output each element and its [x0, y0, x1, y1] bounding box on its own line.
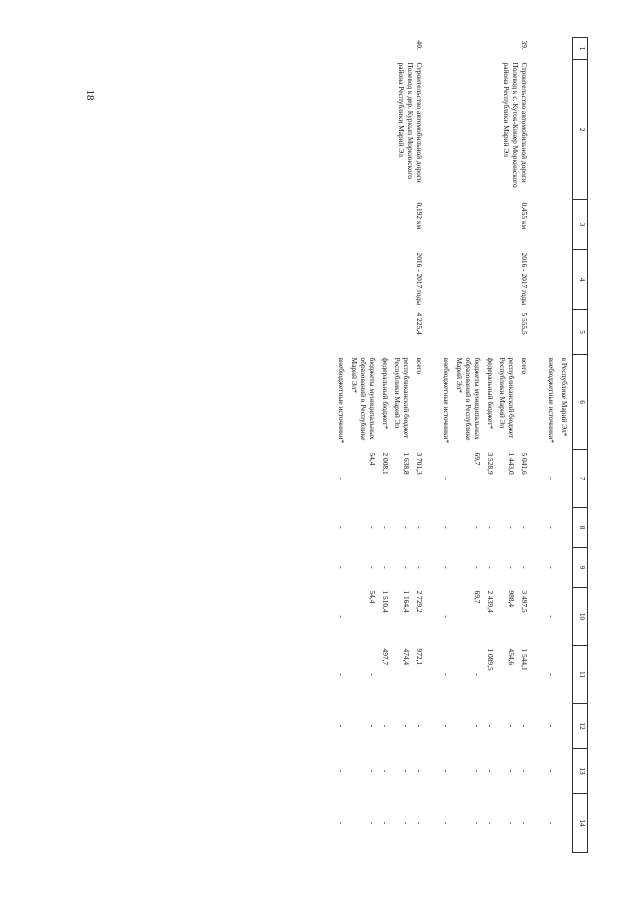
- funding-source: внебюджетные источники*: [337, 357, 347, 444]
- value-cell: -: [415, 526, 425, 529]
- construction-period: 2016 - 2017 годы: [520, 252, 530, 306]
- entry-number: 39.: [520, 40, 530, 50]
- value-cell: -: [547, 477, 557, 480]
- value-cell: -: [507, 566, 517, 569]
- value-cell: -: [402, 769, 412, 773]
- value-cell: -: [472, 673, 482, 676]
- value-cell: -: [520, 724, 530, 728]
- estimated-cost: 5 555,5: [520, 312, 530, 335]
- value-cell: -: [442, 615, 452, 618]
- value-cell: -: [415, 769, 425, 773]
- value-cell: [557, 450, 572, 508]
- value-cell: -: [402, 821, 412, 825]
- value-cell: 1 443,0: [507, 452, 517, 475]
- value-cell: -: [507, 769, 517, 773]
- column-number: 12: [573, 704, 588, 749]
- value-cell: -: [507, 526, 517, 529]
- value-cell: -: [402, 526, 412, 529]
- value-cell: 1 164,4: [402, 590, 412, 613]
- value-cell: 1 089,5: [485, 648, 495, 671]
- value-cell: -: [337, 821, 347, 825]
- value-cell: -: [442, 769, 452, 773]
- continuation-row: [557, 38, 572, 853]
- column-number: 6: [573, 355, 588, 450]
- construction-period: 2016 - 2017 годы: [415, 252, 425, 306]
- funding-source: федеральный бюджет*: [380, 357, 390, 430]
- value-cell: -: [337, 477, 347, 480]
- value-cell: -: [547, 615, 557, 618]
- object-length: 0,192 км: [415, 202, 425, 230]
- value-cell: -: [337, 615, 347, 618]
- value-cell: 972,1: [415, 648, 425, 666]
- value-cell: [557, 646, 572, 704]
- value-cell: -: [380, 526, 390, 529]
- value-cell: -: [507, 724, 517, 728]
- value-cell: -: [367, 724, 377, 728]
- value-cell: -: [547, 724, 557, 728]
- funding-source: внебюджетные источники*: [547, 357, 557, 444]
- value-cell: -: [472, 769, 482, 773]
- value-cell: [557, 704, 572, 749]
- value-cell: 2 439,4: [485, 590, 495, 613]
- value-cell: -: [547, 821, 557, 825]
- column-number-row: [573, 38, 588, 853]
- value-cell: 3 497,5: [520, 590, 530, 613]
- value-cell: [557, 508, 572, 548]
- value-cell: -: [337, 724, 347, 728]
- funding-source: в Республике Марий Эл*: [560, 357, 569, 437]
- value-cell: 2 008,1: [380, 452, 390, 475]
- value-cell: -: [442, 821, 452, 825]
- value-cell: -: [485, 526, 495, 529]
- value-cell: -: [520, 769, 530, 773]
- column-number: 4: [573, 250, 588, 310]
- value-cell: -: [485, 821, 495, 825]
- funding-source: всего: [415, 357, 425, 375]
- value-cell: -: [367, 526, 377, 529]
- value-cell: -: [520, 566, 530, 569]
- funding-source: республиканский бюджет Республики Марий Эл: [498, 357, 517, 439]
- value-cell: -: [547, 526, 557, 529]
- value-cell: 54,4: [367, 452, 377, 466]
- page-number: 18: [84, 89, 96, 101]
- column-number: 11: [573, 646, 588, 704]
- value-cell: -: [442, 724, 452, 728]
- value-cell: [557, 749, 572, 794]
- column-number: 10: [573, 588, 588, 646]
- value-cell: -: [415, 566, 425, 569]
- value-cell: -: [415, 724, 425, 728]
- value-cell: -: [367, 566, 377, 569]
- table-row: [412, 38, 425, 853]
- value-cell: 1 510,4: [380, 590, 390, 613]
- value-cell: 497,7: [380, 648, 390, 666]
- value-cell: -: [402, 724, 412, 728]
- value-cell: -: [472, 526, 482, 529]
- value-cell: -: [507, 821, 517, 825]
- program-table: [334, 37, 588, 853]
- funding-source: республиканский бюджет Республики Марий Эл: [393, 357, 412, 439]
- funding-source: федеральный бюджет*: [485, 357, 495, 430]
- value-cell: -: [337, 566, 347, 569]
- value-cell: -: [402, 566, 412, 569]
- value-cell: -: [547, 673, 557, 676]
- value-cell: 3 701,3: [415, 452, 425, 475]
- table-row: [517, 38, 530, 853]
- value-cell: [557, 588, 572, 646]
- value-cell: -: [520, 821, 530, 825]
- value-cell: -: [485, 566, 495, 569]
- value-cell: -: [442, 566, 452, 569]
- value-cell: [557, 794, 572, 853]
- value-cell: 3 528,9: [485, 452, 495, 475]
- funding-source: бюджеты муниципальных образований в Республике Марий Эл*: [350, 357, 377, 441]
- value-cell: -: [337, 526, 347, 529]
- value-cell: -: [442, 526, 452, 529]
- value-cell: 454,6: [507, 648, 517, 666]
- value-cell: -: [485, 724, 495, 728]
- value-cell: -: [485, 769, 495, 773]
- value-cell: 5 041,6: [520, 452, 530, 475]
- column-number: 5: [573, 310, 588, 355]
- value-cell: -: [380, 566, 390, 569]
- funding-source: внебюджетные источники*: [442, 357, 452, 444]
- value-cell: -: [337, 769, 347, 773]
- value-cell: -: [380, 724, 390, 728]
- value-cell: -: [367, 821, 377, 825]
- funding-source: всего: [520, 357, 530, 375]
- value-cell: -: [472, 566, 482, 569]
- column-number: 14: [573, 794, 588, 853]
- value-cell: 69,7: [472, 590, 482, 604]
- value-cell: [557, 548, 572, 588]
- value-cell: -: [472, 821, 482, 825]
- value-cell: 1 544,1: [520, 648, 530, 671]
- value-cell: 69,7: [472, 452, 482, 466]
- value-cell: -: [367, 673, 377, 676]
- column-number: 1: [573, 38, 588, 60]
- value-cell: 54,4: [367, 590, 377, 604]
- value-cell: 1 638,8: [402, 452, 412, 475]
- value-cell: -: [472, 724, 482, 728]
- value-cell: -: [442, 477, 452, 480]
- value-cell: 2 729,2: [415, 590, 425, 613]
- value-cell: -: [337, 673, 347, 676]
- column-number: 2: [573, 60, 588, 200]
- program-table-sheet: [55, 37, 588, 852]
- continuation-row: [544, 38, 557, 853]
- object-length: 0,455 км: [520, 202, 530, 230]
- object-name: Строительство автомобильной дороги Полевод к дер. Куркып Моркинского района Республики Марий Эл: [397, 62, 425, 183]
- column-number: 13: [573, 749, 588, 794]
- column-number: 3: [573, 200, 588, 250]
- value-cell: 988,4: [507, 590, 517, 608]
- column-number: 8: [573, 508, 588, 548]
- column-number: 9: [573, 548, 588, 588]
- object-name: Строительство автомобильной дороги Полевод к с. Кугок-Кинер Моркинского района Республики Марий Эл: [502, 62, 530, 188]
- estimated-cost: 4 225,4: [415, 312, 425, 335]
- value-cell: -: [380, 821, 390, 825]
- value-cell: -: [415, 821, 425, 825]
- value-cell: -: [547, 566, 557, 569]
- entry-number: 40.: [415, 40, 425, 50]
- value-cell: -: [367, 769, 377, 773]
- funding-source: бюджеты муниципальных образований в Республике Марий Эл*: [455, 357, 482, 441]
- column-number: 7: [573, 450, 588, 508]
- value-cell: 474,4: [402, 648, 412, 666]
- value-cell: -: [442, 673, 452, 676]
- value-cell: -: [520, 526, 530, 529]
- value-cell: -: [380, 769, 390, 773]
- value-cell: -: [547, 769, 557, 773]
